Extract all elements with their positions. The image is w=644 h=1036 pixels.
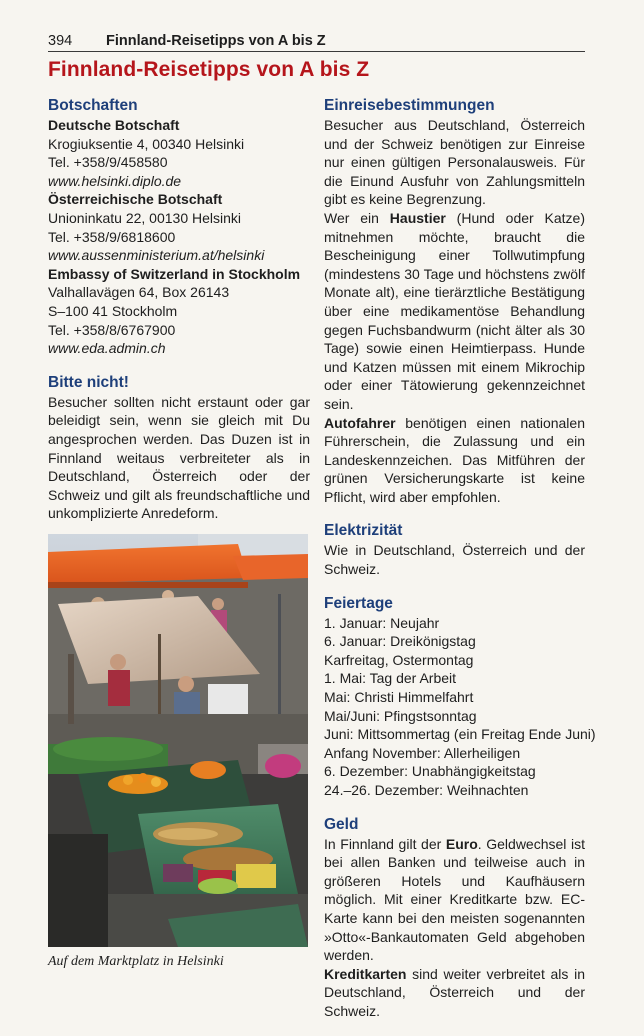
embassy-at-phone: Tel. +358/9/6818600	[48, 228, 176, 245]
embassy-de-name: Deutsche Botschaft	[48, 117, 180, 133]
heading-geld: Geld	[324, 815, 359, 833]
embassy-de-address: Krogiuksentie 4, 00340 Helsinki	[48, 135, 245, 152]
einreise-p2	[324, 209, 585, 414]
heading-feiertage: Feiertage	[324, 594, 393, 612]
bitte-nicht-text: Besucher sollten nicht erstaunt oder gar beleidigt sein, wenn sie gleich mit Du angesprochen werden. Das Duzen ist in Finnland weitaus verbreiteter als in Deutschland, Österreich oder der Schweiz und gilt als freundschaftliche und unkomplizierte Anredeform.	[48, 393, 310, 522]
embassy-at-name: Österreichische Botschaft	[48, 191, 223, 208]
einreise-p3-post: benötigen einen nationalen Führerschein, die Zulassung und ein Landeskennzeichen. Das Mitführen der grünen Versicherungskarte ist keine Pflicht, wird aber empfohlen.	[324, 414, 585, 505]
embassy-ch-name: Embassy of Switzerland in Stockholm	[48, 265, 301, 282]
geld-p1-pre: In Finnland gilt der	[324, 835, 446, 852]
embassy-ch-address-2: S–100 41 Stockholm	[48, 302, 178, 319]
heading-bitte-nicht: Bitte nicht!	[48, 373, 129, 391]
holiday-item: 6. Dezember: Unabhängigkeitstag	[324, 763, 536, 780]
geld-p1	[324, 835, 585, 965]
einreise-p3-bold: Autofahrer	[324, 414, 396, 431]
geld-p2-post: sind weiter verbreitet als in Deutschland, Österreich und der Schweiz.	[324, 965, 585, 1019]
right-column	[324, 96, 596, 1036]
einreise-p2-pre: Wer ein	[324, 209, 390, 226]
section-elektrizitaet	[324, 521, 585, 578]
holiday-item: Karfreitag, Ostermontag	[324, 651, 474, 668]
section-geld	[324, 815, 585, 1021]
embassy-ch-address-1: Valhallavägen 64, Box 26143	[48, 284, 230, 301]
market-photo	[48, 534, 308, 947]
holiday-item: 1. Mai: Tag der Arbeit	[324, 670, 457, 687]
holiday-item: 6. Januar: Dreikönigstag	[324, 633, 476, 650]
einreise-p1: Besucher aus Deutschland, Österreich und der Schweiz benötigen zur Einreise nur einen gültigen Personalausweis. Für die Einund Ausfuhr von Zahlungsmitteln gibt es keine Begrenzung.	[324, 117, 585, 208]
section-botschaften	[48, 96, 310, 358]
embassy-de-website[interactable]: www.helsinki.diplo.de	[48, 172, 182, 189]
einreise-p2-post: (Hund oder Katze) mitnehmen möchte, braucht die Bescheinigung einer Tollwutimpfung (mindestens 30 Tage und höchstens zwölf Monate alt), eine tierärztliche Bestätigung über eine medikamentöse Behandlung gegen Fuchsbandwurm (nicht älter als 30 Tage) sowie einen Heimtierpass. Hunde und Katzen müssen mit einem Mikrochip oder einer Tätowierung gekennzeichnet sein.	[324, 209, 585, 412]
holiday-item: Mai: Christi Himmelfahrt	[324, 689, 474, 706]
geld-p1-bold: Euro	[445, 835, 478, 852]
page-title: Finnland-Reisetipps von A bis Z	[48, 58, 370, 81]
embassy-at-address: Unioninkatu 22, 00130 Helsinki	[48, 209, 242, 226]
holiday-item: Mai/Juni: Pfingstsonntag	[324, 707, 477, 724]
page-number: 394	[48, 33, 73, 49]
section-feiertage	[324, 594, 596, 800]
geld-p2-bold: Kreditkarten	[324, 965, 407, 982]
heading-botschaften: Botschaften	[48, 97, 138, 114]
elektrizitaet-text: Wie in Deutschland, Österreich und der Schweiz.	[324, 542, 585, 578]
holiday-item: Juni: Mittsommertag (ein Freitag Ende Juni)	[324, 726, 596, 743]
section-einreise	[324, 96, 585, 506]
geld-p2	[324, 965, 585, 1021]
geld-p1-post: . Geldwechsel ist bei allen Banken und teilweise auch in größeren Hotels und Kaufhäusern möglich. Mit einer Kreditkarte bzw. EC-Karte kann bei den meisten sogenannten »Otto«-Bankautomaten Geld abgehoben werden.	[324, 835, 585, 964]
holiday-item: Anfang November: Allerheiligen	[324, 744, 521, 761]
einreise-p2-bold: Haustier	[389, 209, 446, 226]
embassy-ch-phone: Tel. +358/8/6767900	[48, 321, 176, 338]
running-header	[48, 31, 585, 52]
embassy-de-phone: Tel. +358/9/458580	[48, 154, 168, 171]
heading-elektrizitaet: Elektrizität	[324, 522, 403, 540]
embassy-ch-website[interactable]: www.eda.admin.ch	[48, 340, 166, 357]
heading-einreise: Einreisebestimmungen	[324, 97, 495, 114]
embassy-at-website[interactable]: www.aussenministerium.at/helsinki	[48, 247, 265, 264]
left-column	[48, 96, 310, 538]
holiday-item: 1. Januar: Neujahr	[324, 614, 440, 631]
section-bitte-nicht	[48, 373, 310, 523]
holiday-item: 24.–26. Dezember: Weihnachten	[324, 782, 529, 798]
market-photo-illustration	[48, 534, 308, 947]
running-title: Finnland-Reisetipps von A bis Z	[106, 33, 326, 49]
photo-caption: Auf dem Marktplatz in Helsinki	[48, 954, 224, 969]
einreise-p3	[324, 414, 585, 507]
